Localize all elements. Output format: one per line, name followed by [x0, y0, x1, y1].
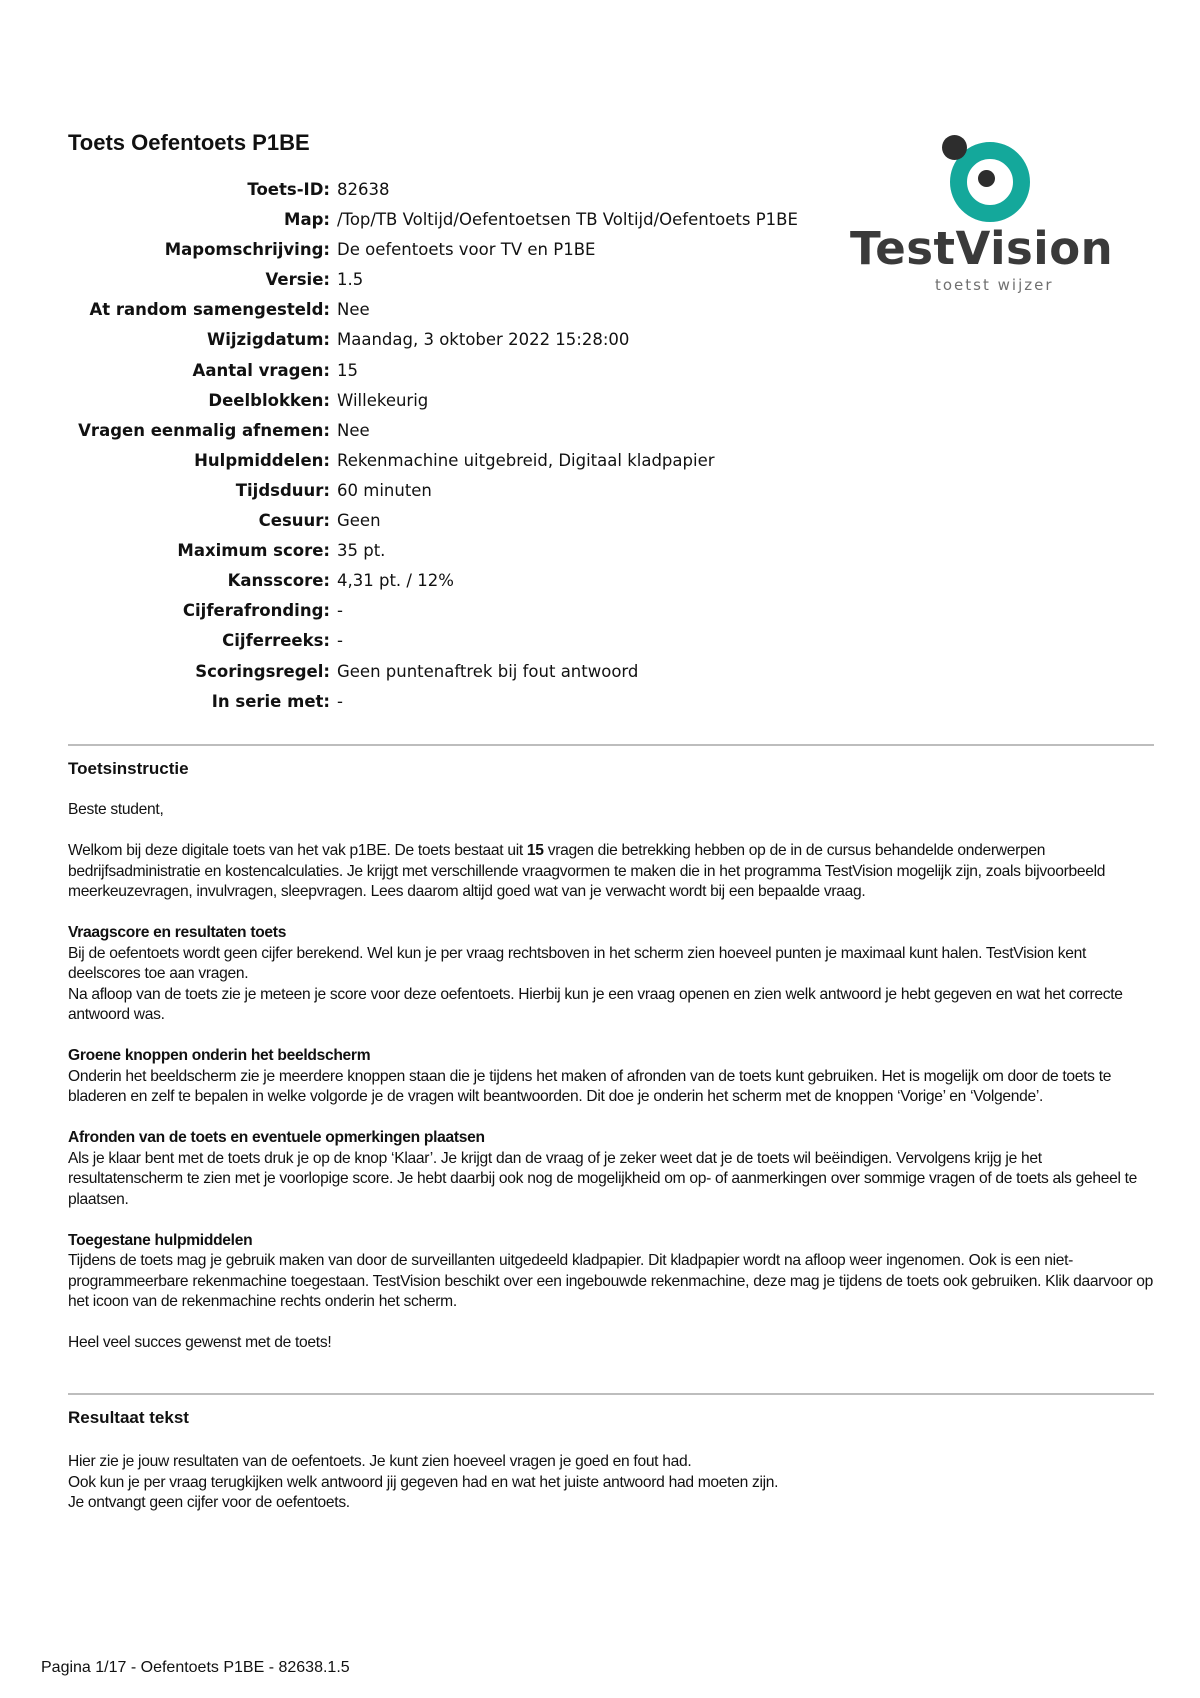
meta-value: Nee: [337, 420, 370, 440]
meta-label: Vragen eenmalig afnemen:: [78, 420, 330, 440]
meta-label: Maximum score:: [177, 541, 330, 561]
meta-label: Tijdsduur:: [235, 480, 330, 500]
instruction-subheading: Vraagscore en resultaten toets: [68, 924, 287, 941]
meta-label: Cesuur:: [258, 511, 330, 531]
result-text-line: Hier zie je jouw resultaten van de oefentoets. Je kunt zien hoeveel vragen je goed en fout had.: [68, 1453, 692, 1470]
meta-label: In serie met:: [211, 691, 330, 711]
logo-corner-dot-icon: [942, 135, 967, 160]
meta-value: De oefentoets voor TV en P1BE: [337, 240, 596, 260]
greeting: Beste student,: [68, 801, 164, 818]
meta-label: Map:: [284, 210, 330, 230]
instruction-body: [68, 800, 1160, 1374]
meta-label: Kansscore:: [227, 571, 330, 591]
testvision-logo: [850, 130, 1140, 300]
meta-value: Geen puntenaftrek bij fout antwoord: [337, 661, 639, 681]
meta-value: 60 minuten: [337, 480, 432, 500]
section-divider: [68, 1393, 1154, 1395]
page-title: Toets Oefentoets P1BE: [68, 130, 310, 155]
instruction-subheading: Toegestane hulpmiddelen: [68, 1231, 253, 1249]
meta-label: Cijferafronding:: [182, 601, 330, 621]
intro-paragraph: Welkom bij deze digitale toets van het vak p1BE. De toets bestaat uit 15 vragen die betrekking hebben op de in de cursus behandelde onderwerpen bedrijfsadministratie en kostencalculaties. Je krijgt met verschillende vraagvormen te maken die in het programma TestVision mogelijk zijn, zoals bijvoorbeeld meerkeuzevragen, invulvragen, sleepvragen. Lees daarom altijd goed wat van je verwacht wordt bij een bepaalde vraag.: [68, 842, 1106, 900]
instruction-heading: Toetsinstructie: [68, 759, 189, 778]
instruction-text: Onderin het beeldscherm zie je meerdere knoppen staan die je tijdens het maken of afronden van de toets kunt gebruiken. Het is mogelijk om door de toets te bladeren en zelf te bepalen in welke volgorde je de vragen wilt beantwoorden. Dit doe je onderin het scherm met de knoppen ‘Vorige’ en ‘Volgende’.: [68, 1067, 1112, 1105]
meta-value: 35 pt.: [337, 541, 386, 561]
meta-value: 15: [337, 360, 358, 380]
instruction-section: [68, 1128, 1160, 1210]
instruction-section: [68, 923, 1160, 1026]
meta-value: Willekeurig: [337, 390, 429, 410]
logo-center-dot-icon: [978, 170, 995, 187]
meta-label: Cijferreeks:: [222, 631, 330, 651]
meta-label: Deelblokken:: [208, 390, 330, 410]
meta-label: Aantal vragen:: [192, 360, 330, 380]
meta-label: Scoringsregel:: [195, 661, 330, 681]
meta-value: Rekenmachine uitgebreid, Digitaal kladpapier: [337, 450, 715, 470]
meta-value: -: [337, 631, 343, 651]
page-footer: Pagina 1/17 - Oefentoets P1BE - 82638.1.5: [41, 1659, 350, 1676]
meta-label: Hulpmiddelen:: [194, 450, 330, 470]
meta-value: 4,31 pt. / 12%: [337, 571, 454, 591]
result-heading: Resultaat tekst: [68, 1408, 189, 1427]
result-body: [68, 1452, 1160, 1514]
instruction-section: [68, 1046, 1160, 1108]
question-count: 15: [526, 842, 544, 859]
instruction-text: Als je klaar bent met de toets druk je op de knop ‘Klaar’. Je krijgt dan de vraag of je zeker weet dat je de toets wil beëindigen. Vervolgens krijg je het resultatenscherm te zien met je voorlopige score. Je hebt daarbij ook nog de mogelijkheid om op- of aanmerkingen over sommige vragen of de toets als geheel te plaatsen.: [68, 1149, 1138, 1208]
instruction-section: [68, 1231, 1160, 1313]
meta-value: Geen: [337, 511, 381, 531]
meta-value: -: [337, 601, 343, 621]
instruction-subheading: Afronden van de toets en eventuele opmerkingen plaatsen: [68, 1129, 485, 1146]
meta-label: At random samengesteld:: [89, 300, 330, 320]
meta-label: Versie:: [265, 270, 330, 290]
meta-value: 1.5: [337, 270, 364, 290]
instruction-subheading: Groene knoppen onderin het beeldscherm: [68, 1047, 371, 1064]
logo-wordmark: TestVision: [850, 222, 1114, 275]
instruction-text: Bij de oefentoets wordt geen cijfer berekend. Wel kun je per vraag rechtsboven in het scherm zien hoeveel punten je maximaal kunt halen. TestVision kent deelscores toe aan vragen.: [68, 944, 1086, 982]
test-metadata: [60, 175, 860, 717]
instruction-text: Tijdens de toets mag je gebruik maken van door de surveillanten uitgedeeld kladpapier. Dit kladpapier wordt na afloop weer ingenomen. Ook is een niet-programmeerbare rekenmachine toegestaan. TestVision beschikt over een ingebouwde rekenmachine, deze mag je tijdens de toets ook gebruiken. Klik daarvoor op het icoon van de rekenmachine rechts onderin het scherm.: [68, 1252, 1154, 1310]
section-divider: [68, 744, 1154, 746]
meta-value: 82638: [337, 180, 390, 199]
meta-label: Wijzigdatum:: [207, 330, 330, 350]
result-text-line: Je ontvangt geen cijfer voor de oefentoets.: [68, 1494, 350, 1511]
meta-value: Nee: [337, 300, 370, 320]
closing-line: Heel veel succes gewenst met de toets!: [68, 1334, 332, 1351]
result-text-line: Ook kun je per vraag terugkijken welk antwoord jij gegeven had en wat het juiste antwoord had moeten zijn.: [68, 1473, 779, 1491]
logo-tagline: toetst wijzer: [935, 276, 1054, 294]
instruction-text: Na afloop van de toets zie je meteen je score voor deze oefentoets. Hierbij kun je een vraag openen en zien welk antwoord je hebt gegeven en wat het correcte antwoord was.: [68, 985, 1123, 1023]
meta-value: Maandag, 3 oktober 2022 15:28:00: [337, 330, 630, 350]
meta-value: -: [337, 691, 343, 711]
meta-label: Toets-ID:: [247, 180, 330, 199]
meta-value: /Top/TB Voltijd/Oefentoetsen TB Voltijd/Oefentoets P1BE: [337, 210, 798, 230]
meta-label: Mapomschrijving:: [164, 240, 330, 260]
